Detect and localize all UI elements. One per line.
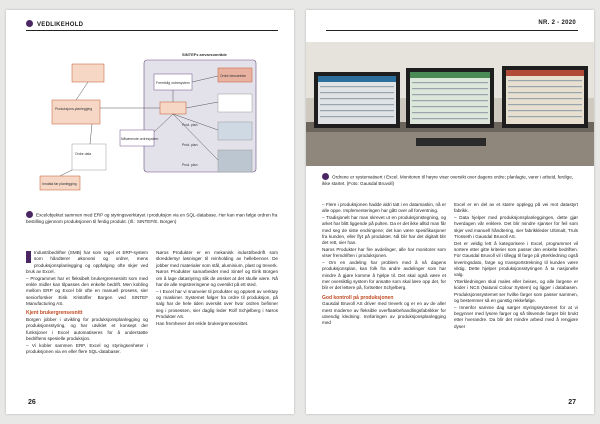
left-page xyxy=(6,10,294,414)
section-title: VEDLIKEHOLD xyxy=(37,22,84,28)
paragraph: Det er veldig lett å kategorisere i Excel, programmet vil sortere etter gitte kriterier som passer den enkelte bedriften. For Gausdal Bruvoll vil i tillegg til farge på ytterkledning også leveringsdato, farge og transportstrekning til kunden være viktig. Dette hjelper produksjonsstyringen å ta nasjonelle valg. xyxy=(454,240,578,278)
paragraph: Industribedrifter (SMB) har som regel et ERP-system som håndterer økonomi og ordrer, mens produksjonsplanlegging og oppfølging ofte skjer ved bruk av Excel. xyxy=(26,250,148,274)
diagram-label: Fremtidig ordresystem xyxy=(156,81,190,85)
diagram-label: Nåværende ordresystem xyxy=(121,137,159,141)
right-column-2 xyxy=(454,202,578,330)
section-header xyxy=(26,20,83,28)
paragraph: Nøros Produkter samarbeidet med Sintef og Eirik Borgen om å lage datastyring slik de ønsket at det skulle være. Nå har de alle registreringene og oversikt på ett sted. xyxy=(156,269,278,287)
data-box xyxy=(72,144,106,170)
diagram-label: Ordre data xyxy=(75,152,92,156)
machine-image xyxy=(218,150,252,172)
issue-label: NR. 2 - 2020 xyxy=(538,20,576,26)
drop-cap-block xyxy=(26,251,31,263)
paragraph: – Flere i produksjonen hadde aldri tatt i en datamaskin, nå er alle oppe. Implementeringen har gått over all forventning. xyxy=(322,202,446,214)
paragraph: Han fremhever det enkle brukergrensesnittet. xyxy=(156,320,249,326)
db-box xyxy=(160,102,186,114)
diagram-label: Prod. plan xyxy=(182,163,198,167)
right-page xyxy=(306,10,594,414)
machine-image xyxy=(218,94,252,112)
paragraph: – Om en avdeling har problem med å nå dagens produksjonsplan, kan folk fra andre avdelinger som har mindre å gjøre komme å hjelpe til. Det skal også være et mer oversiktlig system for ansatte som skal lære opp det, for blir er det lettere på, fortsetter Schjelberg. xyxy=(322,260,446,291)
paragraph: Excel er en del av et større opplegg på vei mot datastyrt fabrikk. xyxy=(454,202,578,214)
paragraph: – I Excel har vi snarveier til produkter og oppsett av verktøy og maskiner. Systemet følger fra ordre til produksjon, på salg har de hele tiden oversikt over hvor ordren befinner seg i prosessen, sier daglig leder Rolf Schjelberg i Nøros Produkter AS. xyxy=(156,288,278,319)
system-diagram xyxy=(32,42,264,202)
erp-box xyxy=(72,64,104,82)
diagram-label: Ordre besvarelse xyxy=(220,74,247,78)
paragraph: Ytterkledningen skal males eller beises, og alle fargene er koder i NCS (Natural Colour System) og ligger i databasen. Produksjonssystemet ser hvilke farger som passer sammen, og bestemmer så en gunstig rekkefølge. xyxy=(454,279,578,303)
left-column-2 xyxy=(156,250,278,328)
caption-marker-icon xyxy=(322,173,329,180)
header-rule xyxy=(26,30,278,31)
header-rule xyxy=(326,30,578,31)
paragraph: Borgen jobber i utvikling for produksjonsplanlegging og produksjonsstyring, og har utviklet et konsept der funksjoner i Excel automatiseres for å understøtte bedriftens spesielle produksjon. xyxy=(26,316,148,341)
caption-marker-icon xyxy=(26,211,33,218)
diagram-label: Prod. plan xyxy=(182,123,198,127)
subheading: Kjent brukergrensesnitt xyxy=(26,310,83,317)
paragraph: – Data hjelper med produksjonsplanleggingen, dette gjør hverdagen vår enklere. Det blir mindre sjanser for feil som skjer ved manuell håndtering, sier fabrikkleder Ultimalt, Truls Trosseth i Gausdal Bruvoll AS. xyxy=(454,215,578,239)
diagram-label: Inndata før planlegging xyxy=(42,182,77,186)
paragraph: – Programmet har et fleksibelt brukergrensesnitt som med enkle midler kan tilpasses den enkelte bedrift. Men kobling mellom ERP og Excel blir ofte en manuell prosess, sier seniorforsker Eirik Kristoffer Borgen ved SINTEF Manufacturing AS. xyxy=(26,275,148,306)
diagram-title: SINTEFs anvarsområde xyxy=(182,52,227,57)
paragraph: Gausdal Bruvoll AS driver med treverk og er en av de aller mest moderne av fleksible overflatebehandlingsfabrikker for utvendig kledning. Innføringen av produksjonsplanlegging med xyxy=(322,301,446,326)
figure-caption: Excelobjektet sammen med ERP og styringsverktøyet i produksjon via en SQL-database. Her kan man følge ordren fra bestilling gjennom produksjonen til ferdig produkt. (Ill.: SINTEF/E. Borgen) xyxy=(26,212,278,224)
section-marker-icon xyxy=(26,20,33,27)
diagram-label: Prod. plan xyxy=(182,143,198,147)
paragraph: – Vi kobler sammen ERP, Excel og styringsenheter i produksjonen via en eller flere SQL-databaser. xyxy=(26,342,148,354)
paragraph: – Tradisjonelt har man skrevet ut en produksjonstegning, og arket har blitt liggende på pulten. Da er det ikke alltid man får med seg de siste endringene; det kan være spesifikasjoner fra kunden, eller flyt på produktet. Nå blir har det digitalt blir det rett, sier han. xyxy=(322,215,446,246)
subheading: God kontroll på produksjonen xyxy=(322,294,394,301)
machine-image xyxy=(218,122,252,140)
paragraph: Nøros Produkter er en mekanisk industribedrift som skreddersyr løsninger til reinholding av hellebenner. De jobber med materialer som stål, aluminium, plast og treverk. xyxy=(156,250,278,268)
right-column-1 xyxy=(322,202,446,327)
page-number: 27 xyxy=(568,399,576,406)
page-number: 26 xyxy=(28,399,36,406)
office-photo xyxy=(306,42,594,166)
paragraph: Nøros Produkter har fire avdelinger, alle har monitorer som viser fremdriften i produksjonen. xyxy=(322,247,446,259)
left-column-1 xyxy=(26,250,148,356)
photo-caption: Ordrene er systematisert i Excel. Monitoren til høyre viser oversikt over dagens ordre; planlagte, varer i arbeid, ferdige, ikke startet. (Foto: Gausdal Bruvoll) xyxy=(322,174,574,186)
planning-box xyxy=(52,100,100,124)
paragraph: – Innenfor samme dag sørger styringssystemet for at vi begynner med lysere farger og så tilsvende farger blir brukt etter hverandre. Da blir det mindre arbeid med å rengjøre dyser xyxy=(454,304,578,329)
keyboard xyxy=(416,138,486,146)
diagram-label: Produksjons-planlegging xyxy=(55,107,93,111)
